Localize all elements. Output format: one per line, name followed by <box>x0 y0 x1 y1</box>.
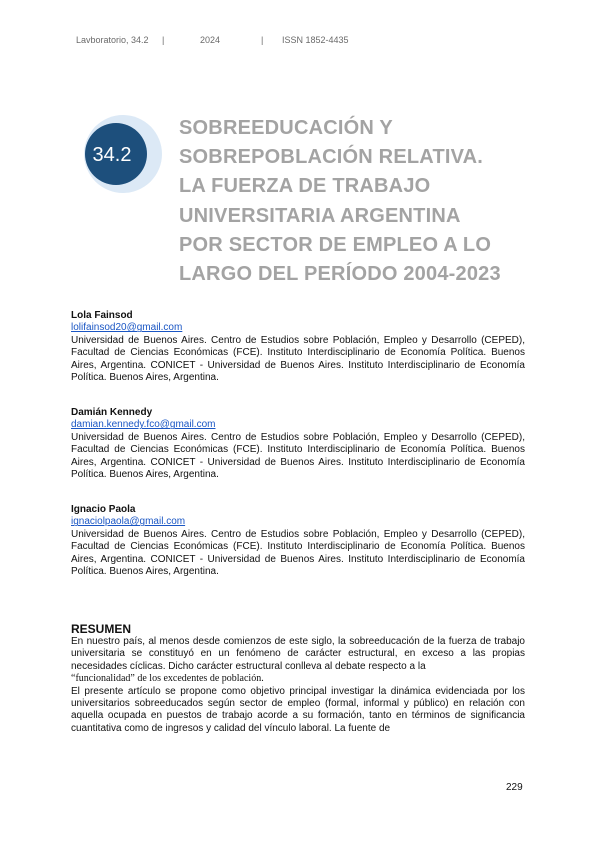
author-block <box>71 310 525 384</box>
badge-issue-number: 34.2 <box>92 144 132 166</box>
author-email-link[interactable]: ignaciolpaola@gmail.com <box>71 516 186 528</box>
title-line: SOBREEDUCACIÓN Y <box>179 117 393 139</box>
title-line: SOBREPOBLACIÓN RELATIVA. <box>179 146 484 169</box>
abstract-paragraph-end: “funcionalidad” de los excedentes de población. <box>71 673 264 685</box>
author-affiliation: Universidad de Buenos Aires. Centro de Estudios sobre Población, Empleo y Desarrollo (CEPED), Facultad de Ciencias Económicas (FCE). Instituto Interdisciplinario de Economía Política. Buenos Aires, Argentina. CONICET - Universidad de Buenos Aires. Instituto Interdisciplinario de Economía Política. Buenos Aires, Argentina. <box>71 431 525 481</box>
author-affiliation: Universidad de Buenos Aires. Centro de Estudios sobre Población, Empleo y Desarrollo (CEPED), Facultad de Ciencias Económicas (FCE). Instituto Interdisciplinario de Economía Política. Buenos Aires, Argentina. CONICET - Universidad de Buenos Aires. Instituto Interdisciplinario de Economía Política. Buenos Aires, Argentina. <box>71 528 525 578</box>
title-line: LA FUERZA DE TRABAJO <box>179 175 431 198</box>
header-issn: ISSN 1852-4435 <box>282 35 349 45</box>
abstract-section <box>71 622 525 735</box>
author-email-link[interactable]: damian.kennedy.fco@gmail.com <box>71 419 216 431</box>
abstract-paragraph: El presente artículo se propone como objetivo principal investigar la dinámica evidenciada por los universitarios sobreeducados según sector de empleo (formal, informal y público) en relación con aquella ocupada en puestos de trabajo acorde a su formación, tanto en términos de significancia cuantitativa como de ingresos y calidad del vínculo laboral. La fuente de <box>71 685 525 734</box>
author-email-link[interactable]: lolifainsod20@gmail.com <box>71 322 183 334</box>
issue-badge-logo <box>84 115 162 193</box>
author-block <box>71 407 525 481</box>
article-title <box>179 114 574 289</box>
abstract-paragraph: En nuestro país, al menos desde comienzos de este siglo, la sobreeducación de la fuerza de trabajo universitaria se constituyó en un fenómeno de carácter estructural, en exceso a las propias necesidades cíclicas. Dicho carácter estructural conlleva al debate respecto a la <box>71 636 525 672</box>
author-affiliation: Universidad de Buenos Aires. Centro de Estudios sobre Población, Empleo y Desarrollo (CEPED), Facultad de Ciencias Económicas (FCE). Instituto Interdisciplinario de Economía Política. Buenos Aires, Argentina. CONICET - Universidad de Buenos Aires. Instituto Interdisciplinario de Economía Política. Buenos Aires, Argentina. <box>71 334 525 384</box>
page-number: 229 <box>506 782 523 793</box>
header-separator: | <box>261 35 264 45</box>
abstract-heading: RESUMEN <box>71 622 132 636</box>
author-name: Lola Fainsod <box>71 310 133 321</box>
title-line: UNIVERSITARIA ARGENTINA <box>179 204 461 227</box>
author-name: Ignacio Paola <box>71 504 136 515</box>
journal-name: Lavboratorio, 34.2 <box>76 35 149 45</box>
author-block <box>71 504 525 578</box>
header-separator: | <box>162 35 165 45</box>
header-year: 2024 <box>200 35 221 45</box>
title-line: POR SECTOR DE EMPLEO A LO <box>179 233 492 256</box>
author-name: Damián Kennedy <box>71 407 153 418</box>
title-line: LARGO DEL PERÍODO 2004-2023 <box>179 263 501 286</box>
